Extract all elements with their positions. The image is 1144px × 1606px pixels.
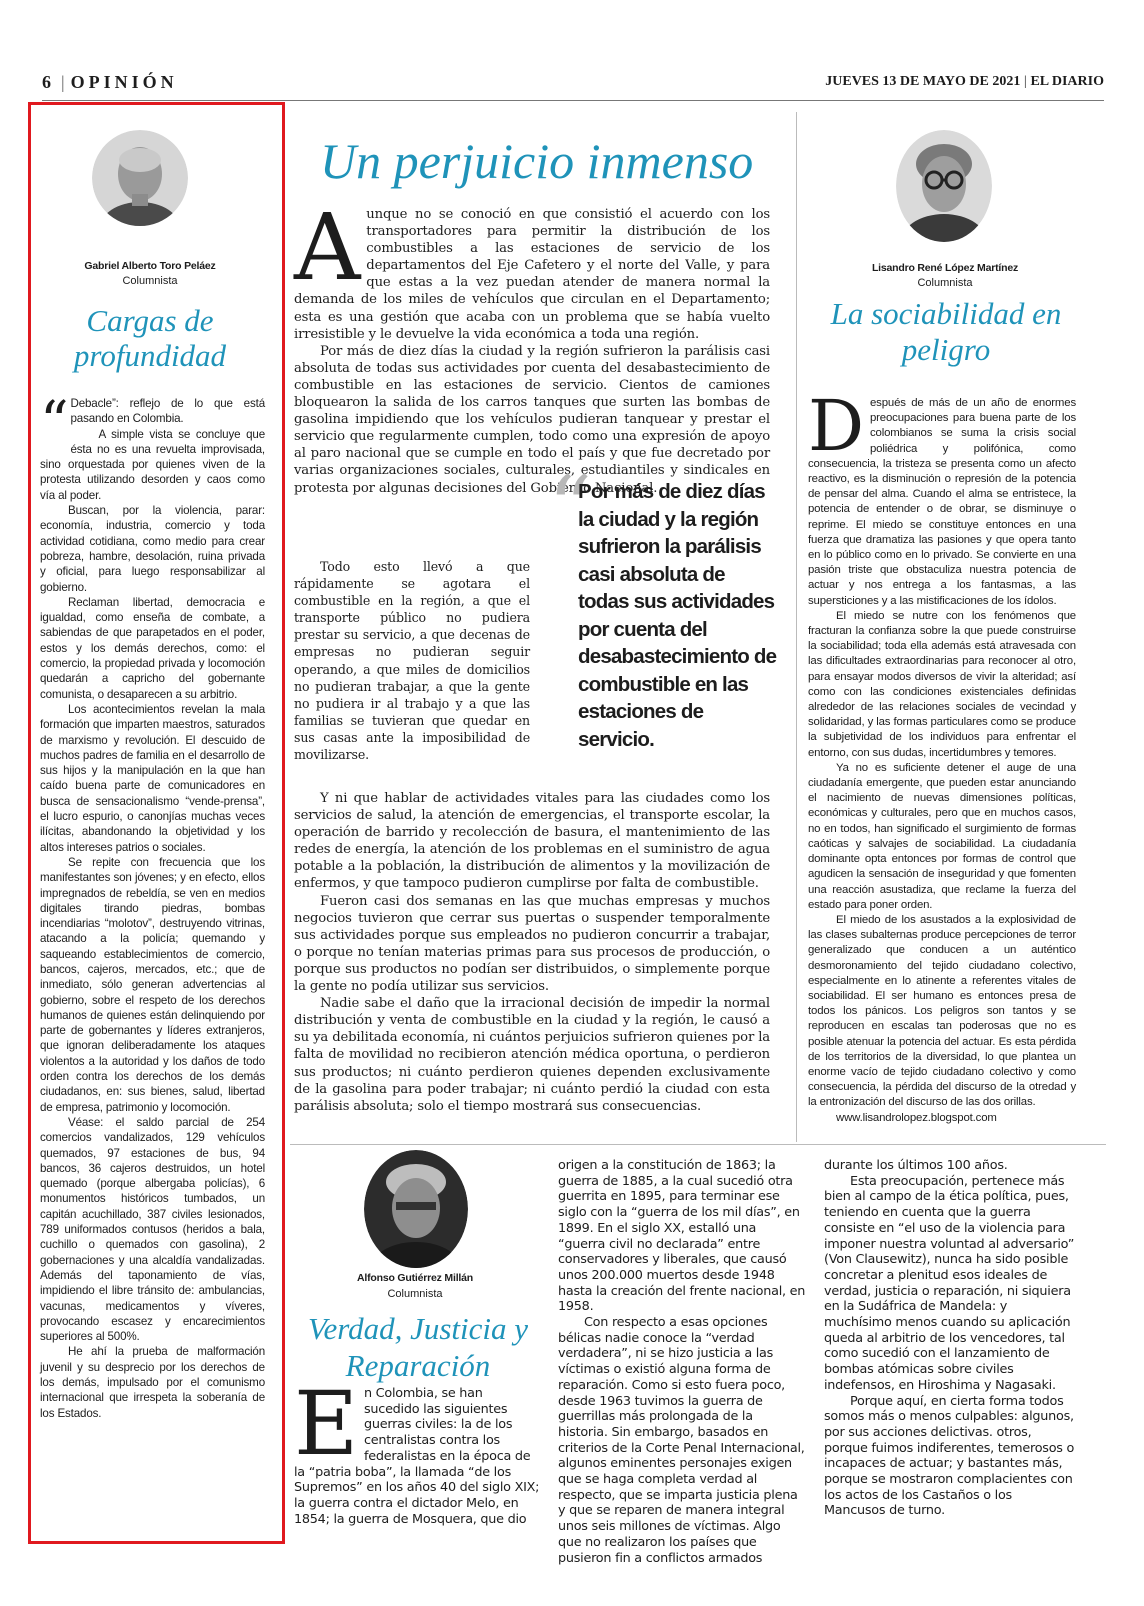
paragraph: El miedo de los asustados a la explosividad de las clases subalternas produce percepciones de terror generalizado que conducen a un auténtico desmoronamiento del tejido ciudadano colectivo, especialmente en lo atinente a referentes vitales de sociabilidad. El ser humano es entonces presa de todos los pánicos. Los peligros son tantos y se reproducen en escalas tan poderosas que no es posible atenuar la potencia del actuar. Es esta pérdida de los territorios de la diversidad, lo que plantea un enorme vacío de tejido ciudadano colectivo y como consecuencia, la pérdida del discurso de la otredad y la entronización del discurso de las dos orillas. — [808, 913, 1076, 1109]
editorial-body-narrow — [294, 558, 530, 763]
masthead-left — [42, 72, 178, 93]
paragraph: Esta preocupación, pertenece más bien al campo de la ética política, pues, teniendo en cuenta que la guerra consiste en “el uso de la violencia para imponer nuestra voluntad al adversario” (Von Clausewitz), nunca ha sido posible concretar a plenitud esos ideales de verdad, justicia o reparación, ni siquiera en la Sudáfrica de Mandela: y muchísimo menos cuando su aplicación queda al arbitrio de los vencedores, tal como sucedió con el lanzamiento de bombas atómicas sobre civiles indefensos, en Hiroshima y Nagasaki. — [824, 1173, 1075, 1393]
author-role-left: Columnista — [122, 275, 178, 287]
editorial-body-bottom — [294, 790, 770, 1115]
column-title-right — [812, 296, 1080, 368]
section-name: OPINIÓN — [70, 72, 178, 92]
paragraph: durante los últimos 100 años. — [824, 1158, 1008, 1173]
paragraph: El miedo se nutre con los fenómenos que fracturan la confianza sobre la que puede construirse la sociabilidad; toda ella además está atravesada con las dificultades extraordinarias para reconocer al otro, para ensayar modos diversos de vivir la alteridad; así como con las condiciones existenciales definidas alrededor de las relaciones sociales de vecindad y solidaridad, y las formas particulares como se produce la subjetividad de los individuos para enfrentar el entorno, con sus dudas, incertidumbres y temores. — [808, 609, 1076, 759]
header-rule — [42, 100, 1104, 101]
column-title-right-line2: peligro — [901, 332, 991, 367]
paragraph: Con respecto a esas opciones bélicas nadie conoce la “verdad verdadera”, ni se hizo justicia a las víctimas o existió alguna forma de reparación. Como si esto fuera poco, desde 1963 tuvimos la guerra de guerrillas más prolongada de la historia. Sin embargo, basados en criterios de la Corte Penal Internacional, algunos eminentes personajes exigen que se haga completa verdad al respecto, que se imparta justicia plena y que se reparen de manera integral unos seis millones de víctimas. Algo que no realizaron los países que pusieron fin a conflictos armados — [558, 1315, 805, 1566]
author-blog-link[interactable]: www.lisandrolopez.blogspot.com — [836, 1111, 997, 1124]
editorial-body-top — [294, 194, 770, 497]
paragraph: Los acontecimientos revelan la mala formación que imparten maestros, saturados de marxismo y revolución. El descuido de muchos padres de familia en el desarrollo de sus hijos y la manipulación en la que han caído buena parte de comunicadores en busca de sensacionalismo “vende-prensa”, el lucro espurio, o canonjías muchas veces ilícitas, abandonando la objetividad y los altos intereses patrios o sociales. — [40, 702, 265, 854]
column-title-bottom-line2: Reparación — [345, 1348, 491, 1383]
paragraph: A simple vista se concluye que ésta no es una revuelta improvisada, sino orquestada por quienes viven de la protesta utilizando desorden y caos como vía al poder. — [40, 427, 265, 502]
publication-name: EL DIARIO — [1030, 74, 1104, 89]
column-title-right-line1: La sociabilidad en — [830, 296, 1062, 331]
paragraph: Todo esto llevó a que rápidamente se agotara el combustible en la región, a que el transporte público no pudiera prestar su servicio, a que decenas de empresas no pudieran seguir operando, a que miles de domicilios no pudieran trabajar, a que la gente no pudiera ir al trabajo y a que las familias se tuvieran que quedar en sus casas ante la imposibilidad de movilizarse. — [294, 559, 530, 763]
paragraph: n Colombia, se han sucedido las siguientes guerras civiles: la de los centralistas contra los federalistas en la época de la “patria boba”, la llamada “de los Supremos” en los años 40 del siglo XIX; la guerra contra el dictador Melo, en 1854; la guerra de Mosquera, que dio — [294, 1386, 540, 1527]
paragraph: Véase: el saldo parcial de 254 comercios vandalizados, 129 vehículos quemados, 97 estaciones de bus, 94 bancos, 36 cajeros destruidos, un hotel quemado (porque albergaba policías), 6 monumentos históricos tumbados, un capitán acuchillado, 387 civiles lesionados, 789 uniformados contusos (heridos a bala, cuchillo o quemados con gasolina), 2 gobernaciones y una alcaldía vandalizadas. Además del taponamiento de vías, impidiendo el libre tránsito de: ambulancias, vacunas, medicamentos y víveres, provocando escasez y encarecimientos superiores al 500%. — [40, 1115, 265, 1344]
paragraph: Se repite con frecuencia que los manifestantes son jóvenes; y en efecto, ellos impregnados de rebeldía, se ven en medios digitales tirando piedras, bombas incendiarias “molotov”, destruyendo vitrinas, atacando a la policía; quemando y saqueando establecimientos de comercio, bancos, cajeros, mercados, etc.; que de inmediato, sólo generan advertencias al gobierno, sobre el respeto de los derechos humanos de quienes están delinquiendo por parte de gobernantes y líderes extranjeros, que ignoran deliberadamente los ataques violentos a la autoridad y los daños de todo orden contra los derechos de los demás ciudadanos, en: sus bienes, salud, libertad de empresa, patrimonio y locomoción. — [40, 855, 265, 1114]
page-number: 6 — [42, 72, 55, 92]
pull-quote-mark-icon: “ — [548, 458, 592, 558]
paragraph: Fueron casi dos semanas en las que muchas empresas y muchos negocios tuvieron que cerrar sus puertas o suspender temporalmente sus actividades porque sus empleados no pudieron concurrir a trabajar, o porque no tenían materias primas para sus procesos de producción, o porque sus productos no podían ser distribuidos, o simplemente porque la gente no podía utilizar sus servicios. — [294, 893, 770, 995]
paragraph: origen a la constitución de 1863; la guerra de 1885, a la cual sucedió otra guerrita en 1895, para terminar ese siglo con la “guerra de los mil días”, en 1899. En el siglo XX, estalló una “guerra civil no declarada” entre conservadores y liberales, que causó unos 200.000 muertos desde 1948 hasta la creación del frente nacional, en 1958. — [558, 1158, 806, 1315]
quote-mark-icon: “ — [40, 390, 69, 455]
paragraph: unque no se conoció en que consistió el acuerdo con los transportadores para permitir la distribución de los combustibles a las estaciones de servicio de los departamentos del Eje Cafetero y el norte del Valle, y para que estas a la vez puedan atender de manera normal la demanda de los miles de vehículos que circulan en el Departamento; esta es una gestión que acaba con un problema que se había vuelto irresistible y le devuelve la vida económica a toda una región. — [294, 207, 770, 342]
paragraph: He ahí la prueba de malformación juvenil y su desprecio por los derechos de los demás, impulsado por el comunismo internacional que irrespeta la soberanía de los Estados. — [40, 1345, 265, 1420]
paragraph-text: Por más de diez días la ciudad y la región sufrieron la parálisis casi absoluta de todas sus actividades por cuenta del desabastecimiento de combustible en las estaciones de servicio. Cientos de camiones bloquearon la salida de los carros tanques que surten las bombas de gasolina impidiendo que los vehículos pudieran tanquear y prestar el servicio que regularmente cumplen, todo como una expresión de apoyo al paro nacional que se cumple en todo el país y que fue decretado por varias organizaciones sociales, culturales, estudiantiles y sindicales en protesta por algunas decisiones del Gobierno Nacional. — [294, 343, 770, 496]
bottom-section-rule — [290, 1144, 1106, 1145]
column-divider-right — [796, 112, 797, 1142]
author-photo-left — [92, 130, 188, 226]
paragraph: Nadie sabe el daño que la irracional decisión de impedir la normal distribución y venta de combustible en la ciudad y la región, le causó a su ya debilitada economía, ni cuántos perjuicios sufrieron quienes por la falta de movilidad no recibieron atención médica oportuna, o perdieron sus productos; ni cuánto perdieron quienes dependen exclusivamente de la gasolina para poder trabajar; ni cuánto perdió la ciudad con esta parálisis absoluta; solo el tiempo mostrará sus consecuencias. — [294, 996, 770, 1114]
pull-quote-text: Por más de diez días la ciudad y la región sufrieron la parálisis casi absoluta de todas sus actividades por cuenta del desabastecimiento de combustible en las estaciones de servicio. — [578, 480, 777, 751]
author-photo-bottom — [364, 1150, 468, 1268]
paragraph: Y ni que hablar de actividades vitales para las ciudades como los servicios de salud, la atención de emergencias, el transporte escolar, la operación de barrido y recolección de basura, el mantenimiento de las redes de energía, la atención de los problemas en el suministro de agua potable a la población, la distribución de alimentos y la movilización de enfermos, y que tampoco pudieron cumplirse por falta de combustible. — [294, 791, 770, 892]
bottom-dropcap: E — [294, 1372, 358, 1475]
paragraph: Debacle”: reflejo de lo que está pasando en Colombia. — [70, 397, 265, 426]
paragraph: espués de más de un año de enormes preocupaciones para buena parte de los colombianos se suma la crisis social poliédrica y polifónica, como consecuencia, la tristeza se presenta como un afecto reactivo, es la disminución o represión de la potencia de pensar del alma. Cuando el alma se entristece, la potencia de entender o de obrar, se disminuye o reprime. El miedo se constituye entonces en una fuerza que dramatiza las pasiones y que opera tanto en lo público como en lo privado. Se convierte en una pasión triste que obstaculiza nuestra potencia de actuar y nos entrega a los fantasmas, a las supersticiones y a las mistificaciones de los ídolos. — [808, 397, 1076, 607]
author-name-right: Lisandro René López Martínez — [871, 262, 1019, 274]
header-separator: | — [61, 72, 65, 92]
author-name-left: Gabriel Alberto Toro Peláez — [84, 260, 216, 272]
bottom-col-2 — [558, 1158, 806, 1566]
paragraph: Buscan, por la violencia, parar: economía, industria, comercio y toda actividad cotidiana, como medio para crear pobreza, hambre, desolación, ruina privada y oficial, para luego responsabilizar al gobierno. — [40, 504, 265, 594]
author-role-bottom: Columnista — [387, 1288, 443, 1300]
paragraph: Porque aquí, en cierta forma todos somos más o menos culpables: algunos, por sus acciones delictivas. otros, porque fuimos indiferentes, temerosos o incapaces de actuar; y bastantes más, porque se mostraron complacientes con los actos de los Castaños o los Mancusos de turno. — [824, 1393, 1075, 1519]
column-title-left-line1: Cargas de — [86, 303, 214, 338]
author-name-bottom: Alfonso Gutiérrez Millán — [357, 1272, 473, 1284]
column-title-left — [40, 303, 260, 373]
author-photo-right — [896, 130, 992, 242]
column-body-left — [40, 390, 265, 1421]
column-title-bottom-line1: Verdad, Justicia y — [307, 1311, 529, 1346]
paragraph: Ya no es suficiente detener el auge de una ciudadanía emergente, que pueden estar anunciando el nacimiento de nuevas dimensiones políticas, económicas y culturales, pero que en muchos casos, no en todos, han significado el surgimiento de formas caóticas y salvajes de sociabilidad. La ciudadanía dominante opta entonces por formas de control que agudicen la sensación de inseguridad y que fomenten una reacción asustadiza, que reclame la fuerza del estado para poner orden. — [808, 761, 1076, 911]
paragraph — [294, 343, 770, 497]
editorial-dropcap: A — [294, 194, 361, 301]
column-body-right — [808, 385, 1076, 1126]
bottom-col-3 — [824, 1158, 1076, 1519]
issue-date: JUEVES 13 DE MAYO DE 2021 — [825, 74, 1021, 89]
pull-quote — [548, 458, 777, 751]
masthead-right: JUEVES 13 DE MAYO DE 2021 | EL DIARIO — [825, 74, 1104, 89]
paragraph: Reclaman libertad, democracia e igualdad, como enseña de combate, a sabiendas de que parapetados en el poder, estos y los demás derechos, como: el comercio, la propiedad privada y locomoción quedarán a capricho del gobernante comunista, o desaparecen a su arbitrio. — [40, 595, 265, 701]
bottom-col-1 — [294, 1372, 540, 1527]
author-role-right: Columnista — [917, 277, 973, 289]
editorial-title: Un perjuicio inmenso — [320, 133, 754, 189]
column-dropcap-right: D — [808, 385, 864, 467]
column-title-left-line2: profundidad — [73, 338, 227, 373]
